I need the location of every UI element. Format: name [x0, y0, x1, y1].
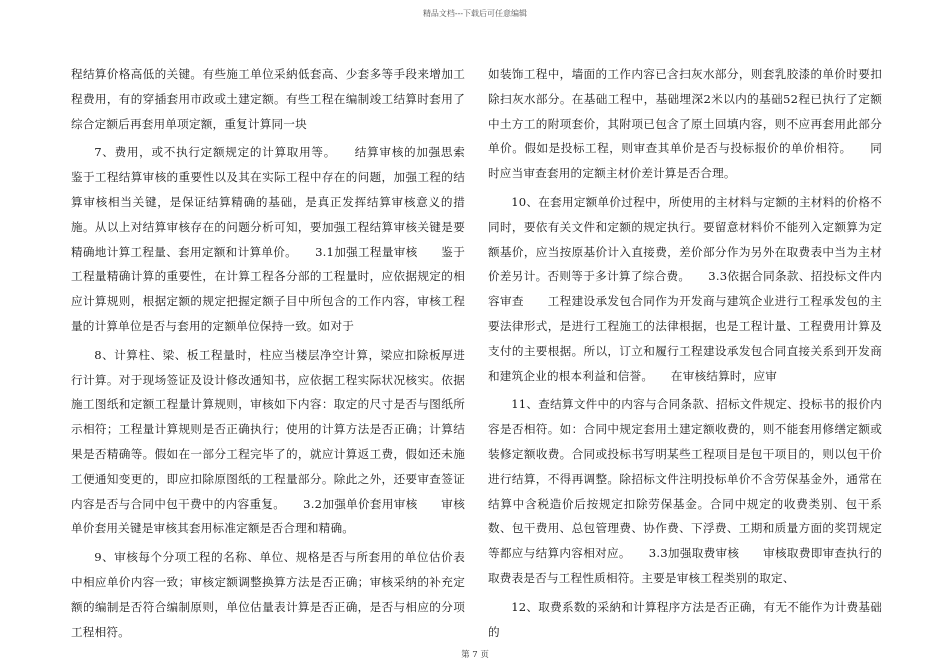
paragraph: 8、计算柱、梁、板工程量时，柱应当楼层净空计算，梁应扣除板厚进行计算。对于现场签证及设计修改通知书，应依据工程实际状况核实。依据施工图纸和定额工程量计算规则，审核如下内容：取定的尺寸是否与图纸所示相符；工程量计算规则是否正确执行；使用的计算方法是否正确；计算结果是否精确等。假如在一部分工程完毕了的，就应计算返工费，假如还未施工便通知变更的，即应扣除原图纸的工程量部分。除此之外，还要审查签证内容是否与合同中包干费中的内容重复。 3.2加强单价套用审核 审核单价套用关键是审核其套用标准定额是否合理和精确。	[71, 347, 465, 536]
left-text-column	[71, 62, 489, 648]
paragraph: 如装饰工程中，墙面的工作内容已含扫灰水部分，则套乳胶漆的单价时要扣除扫灰水部分。在基础工程中，基础埋深2米以内的基础52程已执行了定额中土方工的附项套价，其附项已包含了原土回填内容，则不应再套用此部分单价。假如是投标工程，则审查其单价是否与投标报价的单价相符。 同时应当审查套用的定额主材价差计算是否合理。	[488, 67, 882, 181]
paragraph: 12、取费系数的采納和计算程序方法是否正确，有无不能作为计费基础的	[488, 599, 882, 639]
right-text-column	[488, 62, 882, 648]
page-header: 精品文档---下载后可任意编辑	[422, 9, 528, 18]
paragraph: 11、查结算文件中的内容与合同条款、招标文件规定、投标书的报价内容是否相符。如：合同中规定套用土建定额收费的，则不能套用修缮定额或装修定额收费。合同或投标书写明某些工程项目是包干项目的，则以包干价进行结算，不得再调整。除招标文件注明投标单价不含劳保基金外，通常在结算中含税造价后按规定扣除劳保基金。合同中规定的收费类别、包干系数、包干费用、总包管理费、协作费、下浮费、工期和质量方面的奖罚规定等都应与结算内容相对应。 3.3加强取费审核 审核取费即审查执行的取费表是否与工程性质相符。主要是审核工程类别的取定、	[488, 397, 882, 585]
paragraph: 9、审核每个分项工程的名称、单位、规格是否与所套用的单位估价表中相应单价内容一致；审核定额调整换算方法是否正确；审核采纳的补充定额的编制是否符合编制原则，单位估量表计算是否正确，是否与相应的分项工程相符。	[71, 550, 465, 639]
paragraph: 程结算价格高低的关键。有些施工单位采納低套高、少套多等手段来增加工程费用，有的穿插套用市政或土建定额。有些工程在编制竣工结算时套用了综合定额后再套用单项定额，重复计算同一块	[71, 67, 465, 131]
page-number: 第 7 页	[461, 650, 489, 660]
paragraph: 10、在套用定额单价过程中，所使用的主材料与定额的主材料的价格不同时，要依有关文件和定额的规定执行。要留意材料价不能列入定额算为定额基价，应当按原基价计入直接费，差价部分作为另外在取费表中当为主材价差另计。否则等于多计算了综合费。 3.3依据合同条款、招投标文件内容审查 工程建设承发包合同作为开发商与建筑企业进行工程承发包的主要法律形式，是进行工程施工的法律根据，也是工程计量、工程费用计算及支付的主要根据。所以，订立和履行工程建设承发包合同直接关系到开发商和建筑企业的根本利益和信誉。 在审核结算时，应审	[488, 194, 882, 383]
paragraph: 7、费用，或不执行定额规定的计算取用等。 结算审核的加强思索 鉴于工程结算审核的重要性以及其在实际工程中存在的问题，加强工程的结算审核相当关键，是保证结算精确的基础，是真正发挥结算审核意义的措施。从以上对结算审核存在的问题分析可知，要加强工程结算审核关键是要精确地计算工程量、套用定额和计算单价。 3.1加强工程量审核 鉴于工程量精确计算的重要性，在计算工程各分部的工程量时，应依据规定的相应计算规则，根据定额的规定把握定额子目中所包含的工作内容，审核工程量的计算单位是否与套用的定额单位保持一致。如对于	[71, 145, 489, 333]
